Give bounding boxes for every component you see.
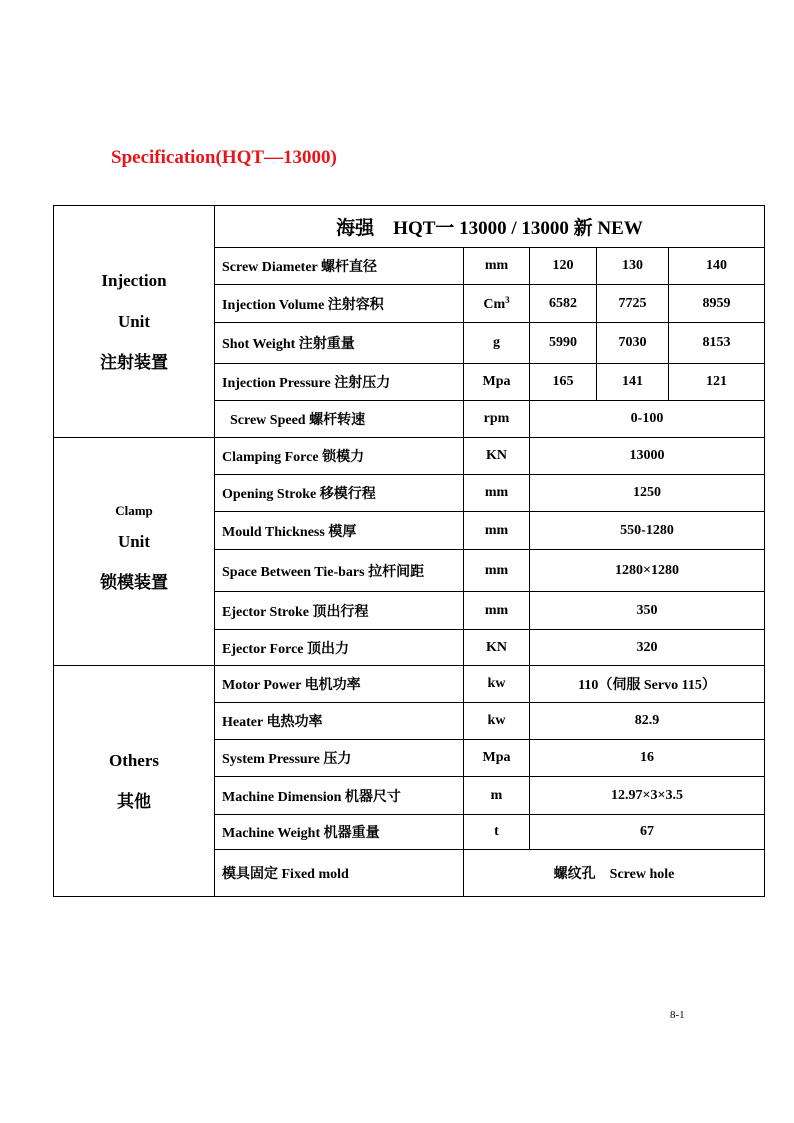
table-row <box>54 666 765 703</box>
row-unit: kw <box>464 703 530 740</box>
row-label: Clamping Force 锁模力 <box>215 438 464 475</box>
row-value: 550-1280 <box>530 512 765 550</box>
row-value: 0-100 <box>530 401 765 438</box>
row-label: Space Between Tie-bars 拉杆间距 <box>215 550 464 592</box>
row-unit: m <box>464 777 530 815</box>
row-unit-text: Cm <box>483 296 506 312</box>
row-value-2: 130 <box>597 248 669 285</box>
row-label: Injection Pressure 注射压力 <box>215 364 464 401</box>
group-others <box>54 666 215 897</box>
row-label: Mould Thickness 模厚 <box>215 512 464 550</box>
row-value: 82.9 <box>530 703 765 740</box>
row-unit <box>464 285 530 323</box>
row-unit: mm <box>464 248 530 285</box>
group-injection-line1: Injection <box>101 271 167 290</box>
row-label: Machine Dimension 机器尺寸 <box>215 777 464 815</box>
row-label: 模具固定 Fixed mold <box>215 850 464 897</box>
specification-table <box>53 205 765 897</box>
row-unit: mm <box>464 475 530 512</box>
page-number: 8-1 <box>670 1009 685 1021</box>
row-value: 320 <box>530 630 765 666</box>
row-value-3: 121 <box>669 364 765 401</box>
table-header: 海强 HQT一 13000 / 13000 新 NEW <box>215 206 765 248</box>
row-unit: kw <box>464 666 530 703</box>
row-label: Injection Volume 注射容积 <box>215 285 464 323</box>
row-unit-superscript: 3 <box>505 294 510 305</box>
row-label: Ejector Stroke 顶出行程 <box>215 592 464 630</box>
row-label: Motor Power 电机功率 <box>215 666 464 703</box>
row-value: 16 <box>530 740 765 777</box>
row-label: System Pressure 压力 <box>215 740 464 777</box>
row-value-1: 120 <box>530 248 597 285</box>
row-label: Screw Speed 螺杆转速 <box>215 401 464 438</box>
group-others-line2: 其他 <box>117 792 151 811</box>
row-unit: rpm <box>464 401 530 438</box>
row-label: Screw Diameter 螺杆直径 <box>215 248 464 285</box>
row-unit: KN <box>464 630 530 666</box>
group-others-line1: Others <box>108 751 160 770</box>
group-clamp-line1: Clamp <box>115 502 153 518</box>
row-unit: Mpa <box>464 364 530 401</box>
row-value-3: 8153 <box>669 323 765 364</box>
row-label: Ejector Force 顶出力 <box>215 630 464 666</box>
group-injection-line2: Unit <box>117 312 151 331</box>
row-value: 350 <box>530 592 765 630</box>
row-unit: mm <box>464 550 530 592</box>
row-value-1: 5990 <box>530 323 597 364</box>
row-unit: t <box>464 815 530 850</box>
row-value-3: 140 <box>669 248 765 285</box>
row-unit: mm <box>464 592 530 630</box>
group-injection-unit <box>54 206 215 438</box>
row-value: 螺纹孔 Screw hole <box>464 850 765 897</box>
row-value-2: 7030 <box>597 323 669 364</box>
row-unit: g <box>464 323 530 364</box>
row-value: 1280×1280 <box>530 550 765 592</box>
row-unit: mm <box>464 512 530 550</box>
row-value: 13000 <box>530 438 765 475</box>
row-value-2: 141 <box>597 364 669 401</box>
row-label: Shot Weight 注射重量 <box>215 323 464 364</box>
row-value: 1250 <box>530 475 765 512</box>
row-value-2: 7725 <box>597 285 669 323</box>
row-value-1: 165 <box>530 364 597 401</box>
page-title: Specification(HQT—13000) <box>111 147 337 168</box>
row-unit: KN <box>464 438 530 475</box>
table-row <box>54 438 765 475</box>
row-value: 12.97×3×3.5 <box>530 777 765 815</box>
row-unit: Mpa <box>464 740 530 777</box>
row-label: Machine Weight 机器重量 <box>215 815 464 850</box>
row-value-1: 6582 <box>530 285 597 323</box>
row-value-3: 8959 <box>669 285 765 323</box>
group-clamp-unit <box>54 438 215 666</box>
row-label: Heater 电热功率 <box>215 703 464 740</box>
group-injection-line3: 注射装置 <box>100 353 168 372</box>
group-clamp-line2: Unit <box>117 531 151 551</box>
row-label: Opening Stroke 移模行程 <box>215 475 464 512</box>
group-clamp-line3: 锁模装置 <box>100 572 168 592</box>
row-value: 67 <box>530 815 765 850</box>
row-value: 110（伺服 Servo 115） <box>530 666 765 703</box>
